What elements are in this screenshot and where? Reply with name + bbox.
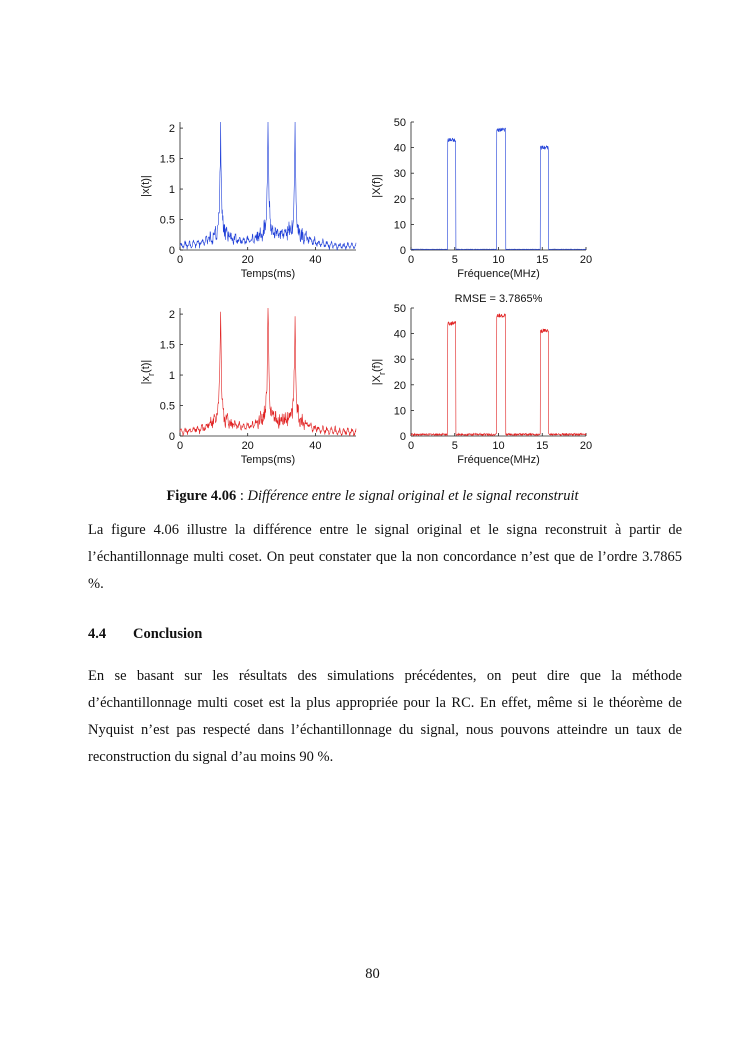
y-tick-label: 20 (393, 193, 406, 206)
y-tick-label: 50 (393, 117, 406, 129)
y-tick-label: 40 (393, 142, 406, 155)
x-axis-label: Temps(ms) (240, 268, 296, 280)
x-tick-label: 20 (241, 440, 254, 452)
section-title: Conclusion (133, 626, 203, 642)
plot-title: RMSE = 3.7865% (454, 293, 543, 305)
y-tick-label: 0 (399, 245, 406, 257)
y-tick-label: 40 (393, 328, 406, 341)
x-tick-label: 10 (492, 254, 505, 266)
paragraph-conclusion: En se basant sur les résultats des simulations précédentes, on peut dire que la méthode d’échantillonnage multi coset est la plus appropriée pour la RC. En effet, même si le théorème de Nyquist n’est pas respecté dans l’échantillonnage du signal, nous pouvons atteindre un taux de reconstruction du signal d’au moins 90 %. (88, 668, 682, 765)
section-heading (88, 626, 202, 643)
x-tick-label: 5 (451, 440, 458, 452)
y-axis-label: $|X_r(f)|$ (371, 358, 387, 386)
figure-4-06 (120, 108, 610, 478)
figure-caption (0, 488, 745, 505)
y-tick-label: 0 (168, 431, 175, 443)
caption-text: Différence entre le signal original et le signal reconstruit (247, 488, 579, 504)
y-tick-label: 1 (168, 184, 175, 197)
y-axis-label: |X(f)| (371, 174, 383, 198)
y-tick-label: 20 (393, 379, 406, 392)
page-number: 80 (365, 966, 380, 982)
y-tick-label: 10 (393, 219, 406, 232)
x-tick-label: 20 (579, 254, 593, 266)
series-line (180, 122, 356, 250)
x-tick-label: 40 (309, 440, 322, 452)
y-tick-label: 1.5 (159, 153, 175, 166)
y-tick-label: 30 (393, 354, 406, 367)
x-tick-label: 0 (407, 254, 415, 266)
series-line (180, 308, 356, 436)
y-tick-label: 30 (393, 168, 406, 181)
series-line (411, 128, 586, 250)
paragraph-figure-description: La figure 4.06 illustre la différence entre le signal original et le signa reconstruit à partir de l’échantillonnage multi coset. On peut constater que la non concordance n’est que de l’ordre 3.7865 %. (88, 522, 682, 592)
y-tick-label: 0.5 (159, 214, 175, 227)
x-tick-label: 40 (309, 254, 322, 266)
x-tick-label: 10 (492, 440, 505, 452)
x-tick-label: 15 (536, 254, 549, 266)
x-tick-label: 0 (176, 440, 184, 452)
series-line (411, 314, 586, 436)
section-number: 4.4 (88, 626, 107, 642)
y-tick-label: 50 (393, 303, 406, 315)
y-tick-label: 10 (393, 405, 406, 418)
caption-label: Figure 4.06 (166, 488, 237, 504)
plot-Xf (371, 117, 592, 280)
x-axis-label: Temps(ms) (240, 454, 296, 466)
figure-plots (120, 108, 610, 478)
y-axis-label: |x(t)| (140, 175, 152, 197)
x-axis-label: Fréquence(MHz) (457, 454, 540, 466)
x-tick-label: 15 (536, 440, 549, 452)
plot-xt (140, 122, 356, 280)
y-axis-label: $|x_r(t)|$ (140, 359, 156, 385)
plot-xrt (140, 308, 356, 466)
x-tick-label: 20 (241, 254, 254, 266)
y-tick-label: 1 (168, 370, 175, 383)
x-axis-label: Fréquence(MHz) (457, 268, 540, 280)
y-tick-label: 2 (168, 309, 175, 322)
y-tick-label: 0.5 (159, 400, 175, 413)
x-tick-label: 0 (176, 254, 184, 266)
y-tick-label: 0 (399, 431, 406, 443)
y-tick-label: 0 (168, 245, 175, 257)
plot-Xrf (371, 293, 592, 466)
x-tick-label: 0 (407, 440, 415, 452)
caption-separator: : (236, 488, 248, 504)
y-tick-label: 2 (168, 123, 175, 136)
y-tick-label: 1.5 (159, 339, 175, 352)
x-tick-label: 5 (451, 254, 458, 266)
x-tick-label: 20 (579, 440, 593, 452)
